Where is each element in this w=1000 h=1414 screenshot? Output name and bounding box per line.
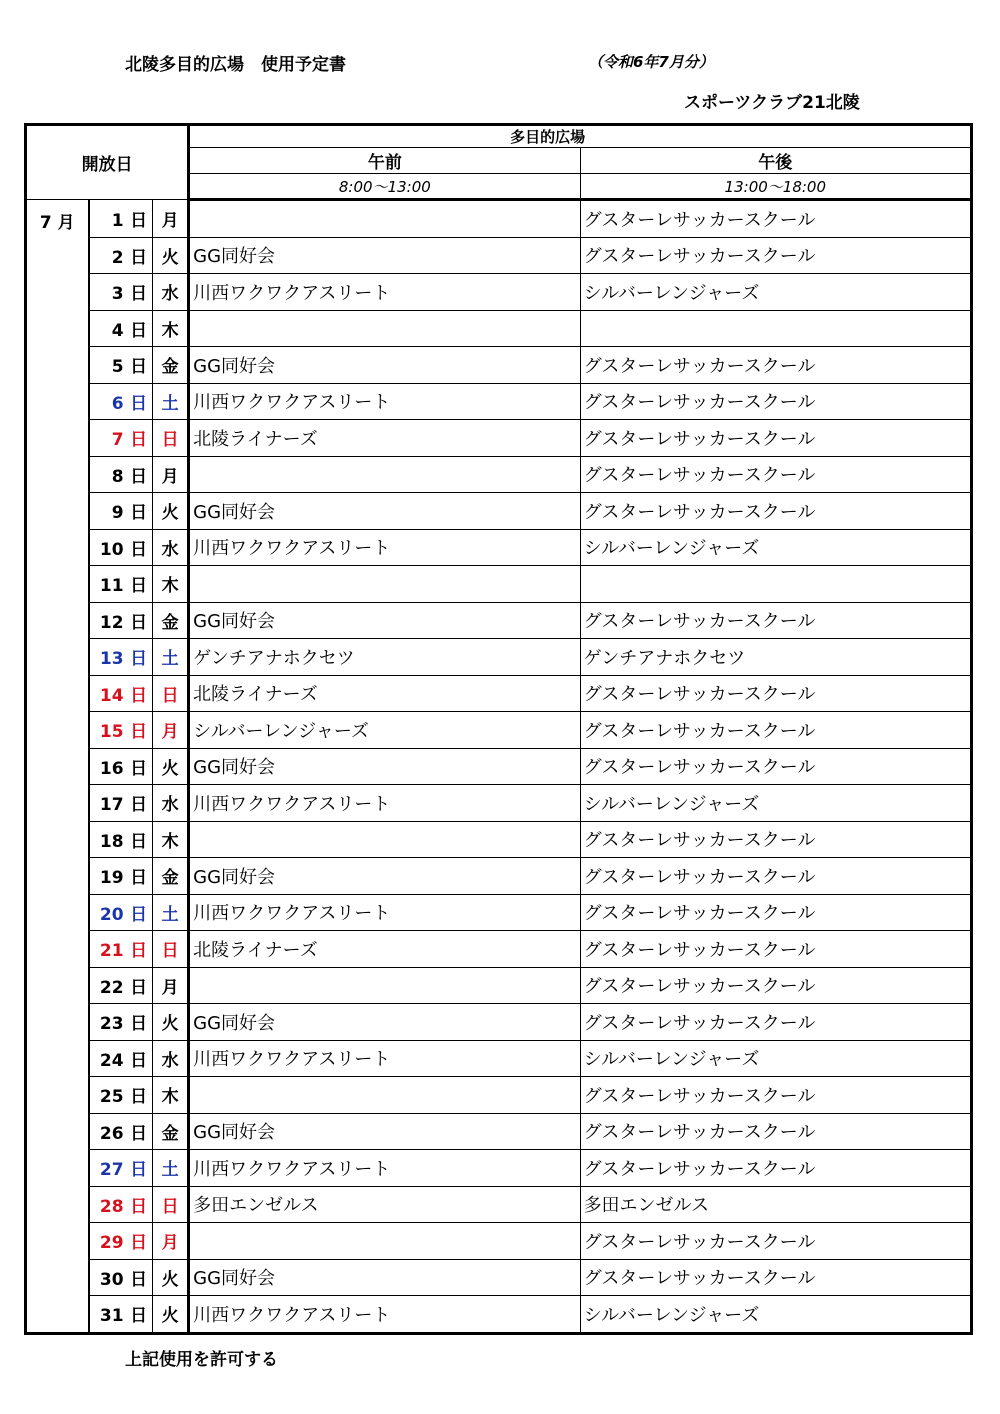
day-cell xyxy=(89,383,153,420)
schedule-row xyxy=(26,1113,972,1150)
day-number: 15 xyxy=(99,722,124,743)
day-unit: 日 xyxy=(130,466,148,487)
day-cell xyxy=(89,529,153,566)
pm-booking-cell: グスターレサッカースクール xyxy=(580,858,971,895)
schedule-row xyxy=(26,931,972,968)
day-unit: 日 xyxy=(130,722,148,743)
pm-header: 午後 xyxy=(580,148,971,174)
am-booking-cell xyxy=(189,566,580,603)
schedule-row xyxy=(26,858,972,895)
day-cell xyxy=(89,748,153,785)
day-cell xyxy=(89,1004,153,1041)
day-cell xyxy=(89,456,153,493)
weekday-cell: 月 xyxy=(153,200,189,238)
day-unit: 日 xyxy=(130,1087,148,1108)
day-unit: 日 xyxy=(130,1306,148,1327)
weekday-cell: 金 xyxy=(153,858,189,895)
organization-name: スポーツクラブ21北陵 xyxy=(684,93,860,113)
day-number: 8 xyxy=(111,466,124,487)
pm-booking-cell xyxy=(580,566,971,603)
am-booking-cell: 川西ワクワクアスリート xyxy=(189,383,580,420)
schedule-row xyxy=(26,894,972,931)
schedule-row xyxy=(26,529,972,566)
pm-booking-cell: グスターレサッカースクール xyxy=(580,675,971,712)
day-number: 27 xyxy=(99,1160,124,1181)
am-booking-cell: 北陵ライナーズ xyxy=(189,675,580,712)
day-unit: 日 xyxy=(130,1196,148,1217)
pm-booking-cell: グスターレサッカースクール xyxy=(580,493,971,530)
day-cell xyxy=(89,347,153,384)
day-number: 6 xyxy=(111,393,124,414)
day-unit: 日 xyxy=(130,320,148,341)
weekday-cell: 水 xyxy=(153,274,189,311)
day-number: 11 xyxy=(99,576,124,597)
day-cell xyxy=(89,894,153,931)
weekday-cell: 月 xyxy=(153,712,189,749)
am-booking-cell: GG同好会 xyxy=(189,493,580,530)
day-cell xyxy=(89,602,153,639)
day-unit: 日 xyxy=(130,941,148,962)
day-number: 18 xyxy=(99,831,124,852)
day-number: 12 xyxy=(99,612,124,633)
day-number: 13 xyxy=(99,649,124,670)
am-booking-cell xyxy=(189,310,580,347)
day-number: 25 xyxy=(99,1087,124,1108)
period-label: （令和6年7月分） xyxy=(588,53,714,71)
am-booking-cell xyxy=(189,200,580,238)
pm-booking-cell: 多田エンゼルス xyxy=(580,1186,971,1223)
schedule-body xyxy=(26,125,972,1334)
day-unit: 日 xyxy=(130,1160,148,1181)
schedule-row xyxy=(26,967,972,1004)
am-booking-cell: 川西ワクワクアスリート xyxy=(189,274,580,311)
pm-booking-cell: シルバーレンジャーズ xyxy=(580,274,971,311)
day-unit: 日 xyxy=(130,539,148,560)
pm-booking-cell: グスターレサッカースクール xyxy=(580,712,971,749)
schedule-row xyxy=(26,602,972,639)
schedule-row xyxy=(26,1077,972,1114)
pm-booking-cell: グスターレサッカースクール xyxy=(580,602,971,639)
day-unit: 日 xyxy=(130,284,148,305)
am-booking-cell: 川西ワクワクアスリート xyxy=(189,1040,580,1077)
weekday-cell: 木 xyxy=(153,566,189,603)
weekday-cell: 木 xyxy=(153,1077,189,1114)
weekday-cell: 日 xyxy=(153,931,189,968)
day-number: 29 xyxy=(99,1233,124,1254)
schedule-row xyxy=(26,566,972,603)
pm-booking-cell: シルバーレンジャーズ xyxy=(580,529,971,566)
day-cell xyxy=(89,1040,153,1077)
weekday-cell: 月 xyxy=(153,456,189,493)
schedule-row xyxy=(26,785,972,822)
schedule-row xyxy=(26,1223,972,1260)
day-number: 16 xyxy=(99,758,124,779)
day-cell xyxy=(89,675,153,712)
weekday-cell: 木 xyxy=(153,821,189,858)
day-cell xyxy=(89,237,153,274)
weekday-cell: 土 xyxy=(153,894,189,931)
weekday-cell: 日 xyxy=(153,1186,189,1223)
day-cell xyxy=(89,1113,153,1150)
am-booking-cell: 川西ワクワクアスリート xyxy=(189,1150,580,1187)
weekday-cell: 土 xyxy=(153,1150,189,1187)
schedule-row xyxy=(26,1186,972,1223)
day-unit: 日 xyxy=(130,576,148,597)
day-number: 19 xyxy=(99,868,124,889)
schedule-row xyxy=(26,200,972,238)
weekday-cell: 金 xyxy=(153,1113,189,1150)
day-unit: 日 xyxy=(130,430,148,451)
day-number: 5 xyxy=(111,357,124,378)
weekday-cell: 金 xyxy=(153,347,189,384)
am-header: 午前 xyxy=(189,148,580,174)
day-unit: 日 xyxy=(130,904,148,925)
header-row-area xyxy=(26,125,972,148)
weekday-cell: 土 xyxy=(153,639,189,676)
day-number: 7 xyxy=(111,430,124,451)
am-booking-cell: 川西ワクワクアスリート xyxy=(189,894,580,931)
day-cell xyxy=(89,821,153,858)
day-cell xyxy=(89,1259,153,1296)
day-cell xyxy=(89,931,153,968)
schedule-row xyxy=(26,237,972,274)
day-unit: 日 xyxy=(130,685,148,706)
day-number: 23 xyxy=(99,1014,124,1035)
day-cell xyxy=(89,1296,153,1334)
day-number: 31 xyxy=(99,1306,124,1327)
am-booking-cell: シルバーレンジャーズ xyxy=(189,712,580,749)
am-booking-cell: GG同好会 xyxy=(189,1259,580,1296)
weekday-cell: 火 xyxy=(153,1004,189,1041)
day-unit: 日 xyxy=(130,210,148,231)
am-booking-cell: 北陵ライナーズ xyxy=(189,931,580,968)
weekday-cell: 日 xyxy=(153,675,189,712)
pm-booking-cell: グスターレサッカースクール xyxy=(580,1150,971,1187)
pm-booking-cell: グスターレサッカースクール xyxy=(580,931,971,968)
day-number: 4 xyxy=(111,320,124,341)
schedule-row xyxy=(26,675,972,712)
am-booking-cell: 川西ワクワクアスリート xyxy=(189,785,580,822)
am-booking-cell: GG同好会 xyxy=(189,858,580,895)
day-unit: 日 xyxy=(130,247,148,268)
day-unit: 日 xyxy=(130,1014,148,1035)
am-booking-cell xyxy=(189,1223,580,1260)
schedule-row xyxy=(26,1004,972,1041)
schedule-row xyxy=(26,1259,972,1296)
schedule-row xyxy=(26,1296,972,1334)
day-number: 9 xyxy=(111,503,124,524)
day-unit: 日 xyxy=(130,1123,148,1144)
pm-booking-cell: シルバーレンジャーズ xyxy=(580,785,971,822)
day-number: 2 xyxy=(111,247,124,268)
weekday-cell: 火 xyxy=(153,748,189,785)
am-booking-cell: GG同好会 xyxy=(189,748,580,785)
schedule-row xyxy=(26,383,972,420)
day-cell xyxy=(89,858,153,895)
pm-booking-cell: グスターレサッカースクール xyxy=(580,456,971,493)
schedule-row xyxy=(26,1040,972,1077)
area-header: 多目的広場 xyxy=(189,125,972,148)
weekday-cell: 水 xyxy=(153,785,189,822)
day-cell xyxy=(89,274,153,311)
schedule-row xyxy=(26,274,972,311)
schedule-row xyxy=(26,420,972,457)
day-cell xyxy=(89,310,153,347)
schedule-row xyxy=(26,493,972,530)
weekday-cell: 火 xyxy=(153,1259,189,1296)
day-unit: 日 xyxy=(130,503,148,524)
pm-booking-cell: グスターレサッカースクール xyxy=(580,1223,971,1260)
pm-booking-cell: ゲンチアナホクセツ xyxy=(580,639,971,676)
day-cell xyxy=(89,200,153,238)
day-unit: 日 xyxy=(130,868,148,889)
pm-booking-cell: グスターレサッカースクール xyxy=(580,894,971,931)
day-cell xyxy=(89,712,153,749)
day-cell xyxy=(89,566,153,603)
am-booking-cell: GG同好会 xyxy=(189,1113,580,1150)
day-cell xyxy=(89,1186,153,1223)
day-cell xyxy=(89,1077,153,1114)
am-booking-cell: ゲンチアナホクセツ xyxy=(189,639,580,676)
pm-booking-cell: グスターレサッカースクール xyxy=(580,821,971,858)
schedule-row xyxy=(26,456,972,493)
schedule-row xyxy=(26,748,972,785)
am-booking-cell xyxy=(189,1077,580,1114)
day-cell xyxy=(89,967,153,1004)
day-number: 24 xyxy=(99,1050,124,1071)
weekday-cell: 土 xyxy=(153,383,189,420)
day-number: 1 xyxy=(111,210,124,231)
pm-booking-cell: グスターレサッカースクール xyxy=(580,748,971,785)
weekday-cell: 金 xyxy=(153,602,189,639)
day-unit: 日 xyxy=(130,612,148,633)
day-number: 20 xyxy=(99,904,124,925)
month-cell: 7 月 xyxy=(26,200,89,1334)
day-unit: 日 xyxy=(130,357,148,378)
pm-booking-cell: グスターレサッカースクール xyxy=(580,347,971,384)
day-number: 10 xyxy=(99,539,124,560)
am-time-header: 8:00～13:00 xyxy=(189,174,580,200)
am-booking-cell: 川西ワクワクアスリート xyxy=(189,1296,580,1334)
am-booking-cell xyxy=(189,967,580,1004)
day-cell xyxy=(89,1223,153,1260)
day-number: 21 xyxy=(99,941,124,962)
day-number: 30 xyxy=(99,1269,124,1290)
weekday-cell: 木 xyxy=(153,310,189,347)
document-title: 北陵多目的広場 使用予定書 xyxy=(125,55,346,75)
am-booking-cell xyxy=(189,821,580,858)
day-number: 3 xyxy=(111,284,124,305)
pm-booking-cell: グスターレサッカースクール xyxy=(580,1259,971,1296)
pm-booking-cell: グスターレサッカースクール xyxy=(580,383,971,420)
am-booking-cell: 多田エンゼルス xyxy=(189,1186,580,1223)
day-number: 14 xyxy=(99,685,124,706)
weekday-cell: 火 xyxy=(153,493,189,530)
am-booking-cell: 北陵ライナーズ xyxy=(189,420,580,457)
day-cell xyxy=(89,639,153,676)
day-unit: 日 xyxy=(130,1050,148,1071)
day-unit: 日 xyxy=(130,831,148,852)
day-unit: 日 xyxy=(130,1269,148,1290)
pm-booking-cell: グスターレサッカースクール xyxy=(580,1077,971,1114)
weekday-cell: 火 xyxy=(153,1296,189,1334)
weekday-cell: 月 xyxy=(153,967,189,1004)
day-cell xyxy=(89,785,153,822)
pm-booking-cell: グスターレサッカースクール xyxy=(580,237,971,274)
pm-time-header: 13:00～18:00 xyxy=(580,174,971,200)
day-unit: 日 xyxy=(130,758,148,779)
schedule-row xyxy=(26,821,972,858)
pm-booking-cell: グスターレサッカースクール xyxy=(580,1004,971,1041)
open-day-header: 開放日 xyxy=(26,125,189,200)
day-number: 17 xyxy=(99,795,124,816)
am-booking-cell xyxy=(189,456,580,493)
day-cell xyxy=(89,493,153,530)
schedule-row xyxy=(26,1150,972,1187)
weekday-cell: 月 xyxy=(153,1223,189,1260)
day-unit: 日 xyxy=(130,1233,148,1254)
weekday-cell: 火 xyxy=(153,237,189,274)
schedule-row xyxy=(26,310,972,347)
pm-booking-cell: シルバーレンジャーズ xyxy=(580,1296,971,1334)
weekday-cell: 日 xyxy=(153,420,189,457)
pm-booking-cell: グスターレサッカースクール xyxy=(580,200,971,238)
am-booking-cell: GG同好会 xyxy=(189,237,580,274)
pm-booking-cell: グスターレサッカースクール xyxy=(580,967,971,1004)
schedule-table xyxy=(24,123,973,1335)
am-booking-cell: GG同好会 xyxy=(189,347,580,384)
day-unit: 日 xyxy=(130,795,148,816)
approval-text: 上記使用を許可する xyxy=(125,1350,278,1370)
schedule-row xyxy=(26,712,972,749)
pm-booking-cell: グスターレサッカースクール xyxy=(580,1113,971,1150)
weekday-cell: 水 xyxy=(153,1040,189,1077)
day-unit: 日 xyxy=(130,977,148,998)
day-number: 26 xyxy=(99,1123,124,1144)
am-booking-cell: GG同好会 xyxy=(189,602,580,639)
day-unit: 日 xyxy=(130,393,148,414)
day-cell xyxy=(89,1150,153,1187)
day-number: 22 xyxy=(99,977,124,998)
pm-booking-cell: シルバーレンジャーズ xyxy=(580,1040,971,1077)
pm-booking-cell: グスターレサッカースクール xyxy=(580,420,971,457)
schedule-row xyxy=(26,639,972,676)
weekday-cell: 水 xyxy=(153,529,189,566)
am-booking-cell: GG同好会 xyxy=(189,1004,580,1041)
am-booking-cell: 川西ワクワクアスリート xyxy=(189,529,580,566)
day-unit: 日 xyxy=(130,649,148,670)
pm-booking-cell xyxy=(580,310,971,347)
day-cell xyxy=(89,420,153,457)
schedule-row xyxy=(26,347,972,384)
day-number: 28 xyxy=(99,1196,124,1217)
